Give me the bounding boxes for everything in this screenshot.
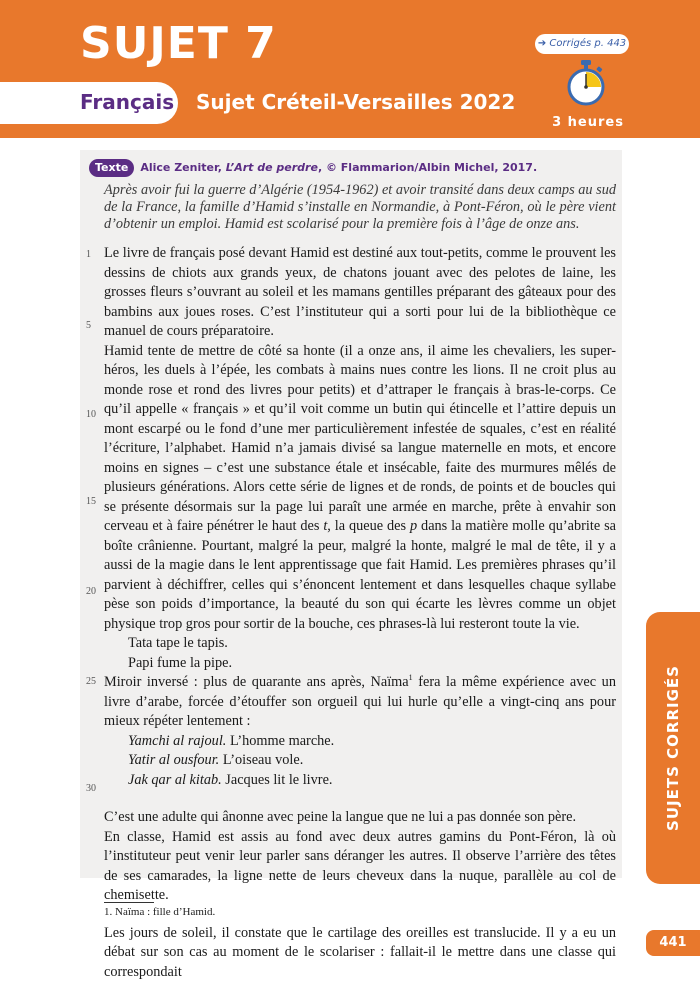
footnote-divider	[104, 902, 154, 903]
paragraph-text: dans la matière molle qu’abrite sa boîte crânienne. Pourtant, malgré la peur, malgré la honte, malgré le mal de tête, il y a aussi de la magie dans le lent apprentissage que fait Hamid. Les premières phrases qu’il parvient à déchiffrer, celles qui s’énoncent lentement et dans lesquelles chaque syllabe pèse son poids d’importance, la beauté du son qui écarte les lèvres comme un objet physique trop gros pour sortir de la bouche, ces phrases-là lui resteront toute la vie.	[104, 518, 616, 632]
texte-badge: Texte	[89, 159, 134, 177]
side-tab-label: SUJETS CORRIGÉS	[664, 665, 682, 831]
sujet-title: SUJET 7	[80, 22, 277, 66]
page-number: 441	[646, 930, 700, 956]
arabic-example	[104, 771, 616, 791]
arabic-phrase: Jak qar al kitab.	[128, 772, 222, 788]
translation: L’homme marche.	[226, 733, 334, 749]
paragraph: Les jours de soleil, il constate que le cartilage des oreilles est translucide. Il y a eu un débat sur son cas au moment de le scolariser : fallait-il le mettre dans une classe qui correspondait	[104, 924, 616, 982]
subject-tab	[0, 82, 178, 124]
paragraph-text: Hamid tente de mettre de côté sa honte (il a onze ans, il aime les chevaliers, les super-héros, les duels à l’épée, les combats à mains nues contre les lions. Il ne croit plus au monde rose et rond des livres pour petits) et d’attraper le français à bras-le-corps. Ce qu’il appelle « français » et qu’il voit comme un butin qui étincelle et l’attire depuis un mont escarpé ou le fond d’une mer particulièrement infestée de squales, c’est en réalité l’écriture, l’alphabet. Hamid n’a jamais divisé sa langue maternelle en mots, et encore moins en signes – c’est une substance étale et insécable, faite des murmures mêlés de plusieurs générations. Alors cette série de lignes et de ronds, de points et de boucles qui se présente désormais sur la page lui paraît une armée en marche, prête à envahir son cerveau et à faire pénétrer le haut des	[104, 343, 616, 535]
example-line: Papi fume la pipe.	[104, 654, 616, 674]
letter-p: p	[410, 518, 417, 534]
stopwatch-icon	[566, 58, 606, 108]
arabic-example	[104, 732, 616, 752]
arabic-example	[104, 751, 616, 771]
paragraph-text: Miroir inversé : plus de quarante ans après, Naïma	[104, 674, 409, 690]
paragraph: Le livre de français posé devant Hamid est destiné aux tout-petits, comme le prouvent les dessins de chiots aux grands yeux, de chatons jouant avec des pelotes de laine, les grosses fleurs s’ouvrant au soleil et les mamans gentilles préparant des gâteaux pour des bambins aux joues roses. C’est l’instituteur qui a sorti pour lui de la bibliothèque ce manuel de cours préparatoire.	[104, 244, 616, 342]
paragraph-text: fera la même expérience avec un livre d’arabe, forcée d’étouffer son orgueil qui lui hurle qu’elle a vingt-cinq ans pour mieux répéter lentement :	[104, 674, 616, 729]
source-publisher: , © Flammarion/Albin Michel, 2017.	[318, 161, 537, 174]
arabic-phrase: Yatir al ousfour.	[128, 752, 219, 768]
paragraph: En classe, Hamid est assis au fond avec deux autres gamins du Pont-Féron, là où l’instituteur peut venir leur parler sans déranger les autres. Il observe l’arrière des têtes de ses camarades, la ligne nette de leurs cheveux dans la nuque, parallèle au col de chemisette.	[104, 828, 616, 906]
line-number: 1	[86, 249, 91, 260]
source-line	[89, 158, 537, 178]
line-number: 30	[86, 783, 96, 794]
translation: Jacques lit le livre.	[222, 772, 333, 788]
source-title: L’Art de perdre	[226, 161, 318, 174]
main-text	[104, 244, 616, 982]
paragraph	[104, 342, 616, 635]
source-author: Alice Zeniter,	[140, 161, 225, 174]
side-tab[interactable]	[646, 612, 700, 884]
arabic-phrase: Yamchi al rajoul.	[128, 733, 226, 749]
line-number: 25	[86, 676, 96, 687]
header-band	[0, 0, 700, 138]
letter-t: t	[323, 518, 327, 534]
line-number: 5	[86, 320, 91, 331]
exam-title: Sujet Créteil-Versailles 2022	[196, 90, 515, 114]
footnote: 1. Naïma : fille d’Hamid.	[104, 906, 215, 918]
line-number: 20	[86, 586, 96, 597]
footnote-ref[interactable]: 1	[409, 673, 413, 682]
paragraph-text: , la queue des	[327, 518, 410, 534]
paragraph: C’est une adulte qui ânonne avec peine la langue que ne lui a pas donnée son père.	[104, 808, 616, 828]
example-line: Tata tape le tapis.	[104, 634, 616, 654]
translation: L’oiseau vole.	[219, 752, 303, 768]
title-tabs	[0, 82, 540, 124]
intro-paragraph: Après avoir fui la guerre d’Algérie (1954-1962) et avoir transité dans deux camps au sud de la France, la famille d’Hamid s’installe en Normandie, à Pont-Féron, où le père vient d’obtenir un emploi. Hamid est scolarisé pour la première fois à l’âge de onze ans.	[104, 182, 616, 234]
subject-label: Français	[80, 90, 174, 114]
line-number: 10	[86, 409, 96, 420]
duration-label: 3 heures	[548, 115, 628, 130]
line-number: 15	[86, 496, 96, 507]
paragraph	[104, 673, 616, 732]
corriges-link[interactable]: ➔ Corrigés p. 443	[535, 34, 629, 54]
